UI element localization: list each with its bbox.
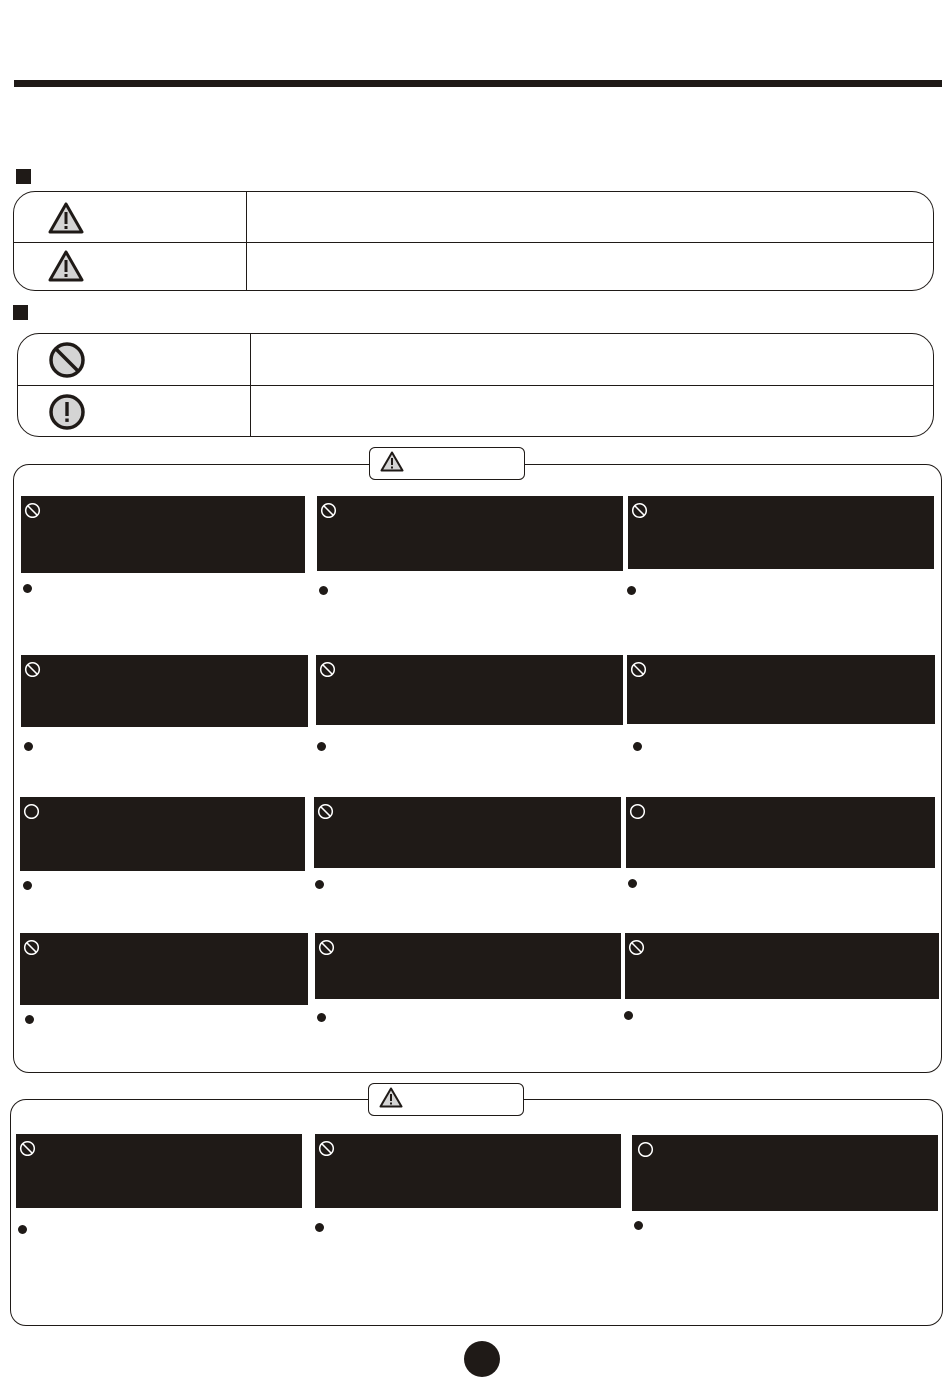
warning-triangle-icon [380, 451, 404, 477]
warning-card-3 [628, 496, 934, 569]
warning-triangle-icon [379, 1087, 403, 1113]
mandatory-circle-icon [23, 803, 40, 825]
warning-triangle-icon [48, 202, 84, 239]
mandatory-circle-icon [629, 803, 646, 825]
exclamation-circle-icon [48, 393, 86, 436]
bullet-dot [634, 1221, 643, 1230]
bullet-dot [627, 586, 636, 595]
prohibited-icon [19, 1140, 36, 1162]
warning-card-10 [20, 933, 308, 1005]
mandatory-circle-icon [637, 1141, 654, 1163]
legend-divider [246, 192, 247, 290]
warning-triangle-icon [48, 250, 84, 287]
warning-card-2 [317, 496, 623, 571]
warning-card-11 [315, 933, 621, 999]
prohibited-icon [319, 661, 336, 683]
warning-card-8 [314, 797, 621, 868]
warning-card-5 [316, 655, 623, 725]
prohibited-icon [320, 502, 337, 524]
warning-card-7 [20, 797, 305, 871]
bullet-dot [633, 742, 642, 751]
bullet-dot [624, 1011, 633, 1020]
warning-card-1 [21, 496, 305, 573]
legend-symbols-table [17, 333, 934, 437]
prohibited-icon [23, 939, 40, 961]
bullet-dot [23, 881, 32, 890]
bullet-dot [628, 879, 637, 888]
legend-row-divider [18, 385, 933, 386]
warning-card-9 [626, 797, 935, 868]
warning-card-12 [625, 933, 939, 999]
bullet-dot [315, 1223, 324, 1232]
page-number-badge [464, 1341, 500, 1377]
bullet-dot [317, 1013, 326, 1022]
bullet-dot [317, 742, 326, 751]
bullet-dot [24, 742, 33, 751]
legend-row-divider [14, 242, 933, 243]
caution-section-badge [368, 1083, 524, 1116]
prohibited-icon [317, 803, 334, 825]
bullet-dot [23, 584, 32, 593]
caution-card-1 [16, 1134, 302, 1208]
prohibited-circle-icon [48, 341, 86, 384]
caution-card-2 [315, 1134, 621, 1208]
warning-card-4 [21, 655, 308, 727]
prohibited-icon [628, 939, 645, 961]
caution-card-3 [632, 1135, 938, 1211]
warning-card-6 [627, 655, 935, 724]
bullet-dot [25, 1015, 34, 1024]
prohibited-icon [631, 502, 648, 524]
prohibited-icon [318, 1140, 335, 1162]
warning-section-badge [369, 447, 525, 480]
prohibited-icon [318, 939, 335, 961]
prohibited-icon [630, 661, 647, 683]
prohibited-icon [24, 502, 41, 524]
bullet-dot [18, 1225, 27, 1234]
bullet-dot [315, 880, 324, 889]
section-square-marker [16, 169, 31, 184]
section-square-marker [13, 305, 28, 320]
title-rule [14, 80, 942, 87]
bullet-dot [319, 586, 328, 595]
prohibited-icon [24, 661, 41, 683]
legend-signal-table [13, 191, 934, 291]
